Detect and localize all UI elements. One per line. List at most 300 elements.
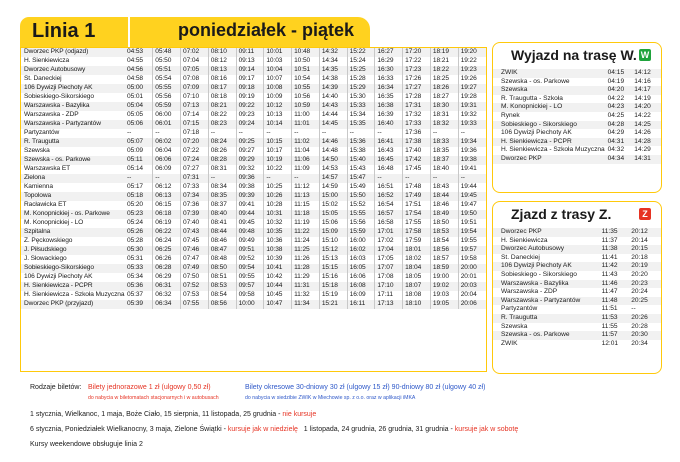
departure-time: 11:02: [292, 138, 320, 147]
departure-time: 11:55: [601, 322, 618, 330]
departure-time: 15:13: [319, 255, 347, 264]
stop-name: J. Piłsudskiego: [21, 246, 125, 255]
departure-time: 04:20: [608, 86, 635, 95]
stop-name: Warszawska - Partyzantów: [21, 120, 125, 129]
departure-time: 17:23: [403, 66, 431, 75]
departure-time: 18:44: [430, 192, 458, 201]
departure-time: 05:55: [153, 84, 181, 93]
table-row: [21, 174, 486, 183]
departure-time: 04:25: [607, 111, 625, 119]
departure-time: 19:58: [458, 255, 486, 264]
table-row: [21, 228, 486, 237]
departure-time: 18:01: [403, 246, 431, 255]
departure-time: 14:46: [319, 138, 347, 147]
departure-time: 07:50: [181, 273, 209, 282]
table-row: [21, 201, 486, 210]
departure-time: 05:05: [125, 111, 153, 120]
departure-time: 20:28: [631, 322, 648, 330]
departure-time: 10:28: [264, 201, 292, 210]
departure-time: 09:27: [236, 147, 264, 156]
departure-time: 18:30: [430, 102, 458, 111]
departure-time: 15:18: [319, 282, 347, 291]
departure-time: 19:57: [458, 246, 486, 255]
departure-time: --: [375, 129, 403, 138]
list-item: [493, 237, 661, 246]
holiday-note-1-text: 1 stycznia, Wielkanoc, 1 maja, Boże Ciało, 15 sierpnia, 11 listopada, 25 grudnia -: [30, 411, 283, 418]
list-item: [493, 69, 661, 78]
departure-time: 20:25: [631, 297, 661, 306]
table-row: [21, 165, 486, 174]
table-row: [21, 264, 486, 273]
departure-time: --: [125, 129, 153, 138]
departure-time: 16:03: [347, 255, 375, 264]
departure-time: 05:24: [125, 219, 153, 228]
departure-time: 11:38: [602, 245, 632, 254]
departure-time: 06:19: [153, 219, 181, 228]
table-row: [21, 129, 486, 138]
departure-time: 09:38: [236, 183, 264, 192]
departure-time: 19:38: [458, 156, 486, 165]
departure-time: 10:47: [264, 300, 292, 309]
departure-time: --: [347, 129, 375, 138]
departure-time: 19:05: [430, 300, 458, 309]
departure-time: 14:53: [319, 165, 347, 174]
departure-time: 08:47: [208, 246, 236, 255]
departure-time: 08:44: [208, 228, 236, 237]
list-item: [493, 86, 661, 95]
departure-time: 10:42: [264, 273, 292, 282]
departure-time: 09:19: [236, 93, 264, 102]
departure-time: 10:14: [264, 120, 292, 129]
stop-name: Szewska: [493, 86, 608, 95]
departure-time: 20:34: [631, 339, 648, 347]
departure-time: 06:25: [153, 246, 181, 255]
departure-time: 19:50: [458, 210, 486, 219]
stop-name: Sobieskiego-Sikorskiego: [21, 93, 125, 102]
departure-time: 17:49: [403, 192, 431, 201]
departure-time: 09:25: [236, 138, 264, 147]
table-row: [21, 255, 486, 264]
departure-time: 08:37: [208, 201, 236, 210]
departure-time: 20:04: [458, 291, 486, 300]
stop-name: Sobieskiego - Sikorskiego: [501, 270, 577, 278]
departure-time: 14:12: [634, 69, 661, 78]
departure-time: 17:13: [375, 300, 403, 309]
departure-time: 17:22: [403, 57, 431, 66]
list-item: [493, 297, 661, 306]
departure-time: 07:20: [181, 138, 209, 147]
departure-time: 11:46: [602, 280, 632, 289]
stop-name: M. Konopnickiej - os. Parkowe: [21, 210, 125, 219]
departure-time: 16:00: [347, 237, 375, 246]
departure-time: 17:02: [375, 237, 403, 246]
stop-name: Dworzec Autobusowy: [493, 245, 602, 254]
departure-time: 06:04: [153, 147, 181, 156]
departure-time: 04:56: [125, 66, 153, 75]
departure-time: 05:50: [153, 57, 181, 66]
departure-time: 06:18: [153, 210, 181, 219]
departure-time: 14:25: [634, 121, 661, 130]
departure-time: 07:47: [181, 255, 209, 264]
departure-time: 16:57: [375, 210, 403, 219]
departure-time: --: [292, 174, 320, 183]
departure-time: 11:57: [602, 331, 632, 340]
departure-time: 15:05: [319, 210, 347, 219]
departure-time: 16:51: [375, 183, 403, 192]
departure-time: 09:36: [236, 174, 264, 183]
departure-time: 10:07: [264, 75, 292, 84]
departure-time: --: [125, 174, 153, 183]
z-badge-icon: Z: [639, 208, 651, 220]
departure-time: 17:55: [403, 219, 431, 228]
departure-time: 11:00: [292, 111, 320, 120]
table-row: [21, 237, 486, 246]
holiday-note-2: [30, 426, 518, 433]
departure-time: 15:02: [319, 201, 347, 210]
departure-time: 06:26: [153, 255, 181, 264]
departure-time: 11:13: [292, 192, 320, 201]
departure-time: 20:23: [631, 280, 661, 289]
list-item: [493, 138, 661, 147]
departure-time: 09:24: [236, 120, 264, 129]
departure-time: --: [430, 129, 458, 138]
departure-time: 18:27: [430, 93, 458, 102]
inbound-panel: [492, 201, 662, 374]
departure-time: 06:13: [153, 192, 181, 201]
departure-time: 11:12: [292, 183, 320, 192]
list-item: [493, 288, 661, 297]
table-row: [21, 93, 486, 102]
departure-time: 07:45: [181, 237, 209, 246]
departure-time: 15:56: [347, 219, 375, 228]
departure-time: 11:53: [602, 314, 632, 323]
departure-time: 09:23: [236, 111, 264, 120]
departure-time: 17:28: [403, 93, 431, 102]
stop-name: Warszawska - ZDP: [501, 288, 558, 296]
departure-time: 17:11: [375, 291, 403, 300]
table-row: [21, 57, 486, 66]
table-row: [21, 183, 486, 192]
departure-time: 18:04: [403, 264, 431, 273]
outbound-title: [493, 43, 661, 67]
departure-time: 08:34: [208, 183, 236, 192]
stop-name: Kamienna: [21, 183, 125, 192]
departure-time: 20:00: [458, 264, 486, 273]
departure-time: 14:45: [319, 120, 347, 129]
stop-name: ZWIK: [501, 339, 518, 347]
departure-time: 15:43: [347, 165, 375, 174]
departure-time: 15:12: [319, 246, 347, 255]
departure-time: 16:39: [375, 111, 403, 120]
departure-time: 14:28: [634, 138, 661, 147]
departure-time: 06:29: [153, 273, 181, 282]
departure-time: 09:48: [236, 228, 264, 237]
departure-time: --: [264, 129, 292, 138]
departure-time: 11:28: [292, 264, 320, 273]
departure-time: 05:39: [125, 300, 153, 309]
table-row: [21, 300, 486, 309]
departure-time: 05:18: [125, 192, 153, 201]
departure-time: 15:49: [347, 183, 375, 192]
stop-name: Dworzec Autobusowy: [21, 66, 125, 75]
stop-name: Sobieskiego - Sikorskiego: [493, 121, 608, 130]
departure-time: 11:34: [292, 300, 320, 309]
departure-time: 18:25: [430, 75, 458, 84]
departure-time: 18:31: [430, 111, 458, 120]
departure-time: 07:10: [181, 93, 209, 102]
departure-time: 10:51: [292, 66, 320, 75]
departure-time: 10:32: [264, 219, 292, 228]
departure-time: 14:40: [319, 93, 347, 102]
departure-time: 09:22: [236, 102, 264, 111]
departure-time: 11:48: [602, 297, 632, 306]
departure-time: 10:56: [292, 93, 320, 102]
stop-name: Dworzec PKP: [493, 155, 608, 164]
list-item: [493, 112, 661, 121]
departure-time: 05:48: [153, 48, 181, 57]
stop-name: Partyzantów: [21, 129, 125, 138]
departure-time: 11:24: [292, 237, 320, 246]
departure-time: 17:45: [403, 165, 431, 174]
departure-time: 19:54: [458, 228, 486, 237]
stop-name: Warszawska - Bazylika: [493, 280, 602, 289]
departure-time: 16:45: [375, 156, 403, 165]
departure-time: 04:32: [607, 146, 625, 154]
departure-time: 18:08: [403, 291, 431, 300]
departure-time: 11:35: [602, 228, 632, 237]
departure-time: 15:22: [347, 48, 375, 57]
departure-time: 20:24: [631, 288, 648, 296]
stop-name: M. Konopnickiej - LO: [493, 103, 608, 112]
departure-time: 06:32: [153, 291, 181, 300]
departure-time: 18:56: [430, 246, 458, 255]
stop-name: Szewska - os. Parkowe: [501, 77, 570, 85]
list-item: [493, 121, 661, 130]
departure-time: 05:04: [125, 102, 153, 111]
holiday-note-2b-red: kursuje jak w sobotę: [454, 426, 519, 433]
departure-time: 09:13: [236, 57, 264, 66]
departure-time: 10:54: [292, 75, 320, 84]
departure-time: 08:51: [208, 273, 236, 282]
departure-time: 05:01: [125, 93, 153, 102]
departure-time: 10:41: [264, 264, 292, 273]
departure-time: 09:11: [236, 48, 264, 57]
departure-time: 14:17: [634, 86, 661, 95]
departure-time: 06:34: [153, 300, 181, 309]
departure-time: 20:12: [631, 228, 661, 237]
table-row: [21, 75, 486, 84]
departure-time: 17:38: [403, 138, 431, 147]
departure-time: 08:26: [208, 147, 236, 156]
departure-time: 11:01: [292, 120, 320, 129]
departure-time: 08:18: [208, 93, 236, 102]
departure-time: 05:31: [125, 255, 153, 264]
departure-time: 10:04: [264, 66, 292, 75]
departure-time: 16:48: [375, 165, 403, 174]
departure-time: 14:57: [319, 174, 347, 183]
departure-time: 19:23: [458, 66, 486, 75]
departure-time: 05:00: [125, 84, 153, 93]
departure-time: 05:30: [125, 246, 153, 255]
departure-time: 18:50: [430, 219, 458, 228]
departure-time: 19:32: [458, 111, 486, 120]
stop-name: Z. Pęckowskiego: [21, 237, 125, 246]
departure-time: 18:37: [430, 156, 458, 165]
departure-time: 17:40: [403, 147, 431, 156]
list-item: [493, 340, 661, 349]
departure-time: 17:26: [403, 75, 431, 84]
departure-time: 15:21: [319, 300, 347, 309]
departure-time: 09:49: [236, 237, 264, 246]
departure-time: 15:15: [319, 264, 347, 273]
departure-time: 17:51: [403, 201, 431, 210]
departure-time: 18:49: [430, 210, 458, 219]
departure-time: --: [458, 129, 486, 138]
period-ticket-info: [245, 383, 665, 403]
departure-time: 20:06: [458, 300, 486, 309]
departure-time: 17:10: [375, 282, 403, 291]
departure-time: 05:34: [125, 273, 153, 282]
departure-time: 14:16: [634, 77, 651, 85]
departure-time: 07:43: [181, 228, 209, 237]
departure-time: 16:38: [375, 102, 403, 111]
table-row: [21, 138, 486, 147]
departure-time: 16:30: [375, 66, 403, 75]
departure-time: 06:06: [153, 156, 181, 165]
departure-time: 16:05: [347, 264, 375, 273]
departure-time: 06:00: [153, 111, 181, 120]
departure-time: 09:54: [236, 264, 264, 273]
departure-time: 19:45: [458, 192, 486, 201]
departure-time: 09:14: [236, 66, 264, 75]
departure-time: 16:35: [375, 93, 403, 102]
departure-time: 16:29: [375, 57, 403, 66]
departure-time: 09:17: [236, 75, 264, 84]
table-row: [21, 210, 486, 219]
stop-name: Partyzantów: [501, 305, 538, 313]
holiday-note-1-red: nie kursuje: [282, 411, 317, 418]
departure-time: 05:17: [125, 183, 153, 192]
table-row: [21, 282, 486, 291]
departure-time: 11:26: [292, 255, 320, 264]
departure-time: 18:43: [430, 183, 458, 192]
departure-time: 15:47: [347, 174, 375, 183]
departure-time: 20:20: [631, 270, 648, 278]
departure-time: 06:15: [153, 201, 181, 210]
stop-name: H. Sienkiewicza - Szkoła Muzyczna: [21, 291, 125, 300]
table-row: [21, 120, 486, 129]
departure-time: 10:00: [236, 300, 264, 309]
outbound-table: [493, 69, 661, 164]
departure-time: 16:06: [347, 273, 375, 282]
departure-time: 18:33: [430, 138, 458, 147]
departure-time: 17:20: [403, 48, 431, 57]
departure-time: 16:33: [375, 75, 403, 84]
list-item: [493, 314, 661, 323]
departure-time: 08:17: [208, 84, 236, 93]
departure-time: 07:33: [181, 183, 209, 192]
departure-time: 10:31: [264, 210, 292, 219]
departure-time: 08:24: [208, 138, 236, 147]
departure-time: 05:09: [125, 147, 153, 156]
departure-time: 15:29: [347, 84, 375, 93]
departure-time: 10:13: [264, 111, 292, 120]
departure-time: 10:01: [264, 48, 292, 57]
departure-time: 19:03: [430, 291, 458, 300]
outbound-panel: [492, 42, 662, 193]
departure-time: 16:02: [347, 246, 375, 255]
departure-time: 18:02: [403, 255, 431, 264]
list-item: [493, 271, 661, 280]
departure-time: 18:19: [430, 48, 458, 57]
departure-time: 09:18: [236, 84, 264, 93]
departure-time: --: [403, 174, 431, 183]
departure-time: 17:27: [403, 84, 431, 93]
table-row: [21, 156, 486, 165]
list-item: [493, 155, 661, 164]
departure-time: --: [292, 129, 320, 138]
stop-name: Dworzec PKP (odjazd): [21, 48, 125, 57]
stop-name: Szewska - os. Parkowe: [21, 156, 125, 165]
departure-time: 10:35: [264, 228, 292, 237]
departure-time: 19:51: [458, 219, 486, 228]
departure-time: 08:40: [208, 210, 236, 219]
departure-time: 05:54: [153, 75, 181, 84]
departure-time: 06:24: [153, 237, 181, 246]
departure-time: 14:26: [634, 129, 651, 137]
departure-time: 19:26: [458, 75, 486, 84]
departure-time: 07:36: [181, 201, 209, 210]
departure-time: 14:48: [319, 147, 347, 156]
departure-time: 19:31: [458, 102, 486, 111]
departure-time: 10:36: [264, 237, 292, 246]
departure-time: 20:01: [458, 273, 486, 282]
departure-time: 04:34: [608, 155, 635, 164]
departure-time: 10:45: [264, 291, 292, 300]
departure-time: 17:08: [375, 273, 403, 282]
departure-time: 05:23: [125, 210, 153, 219]
w-badge-icon: W: [640, 50, 650, 60]
departure-time: 17:31: [403, 102, 431, 111]
departure-time: --: [264, 174, 292, 183]
departure-time: 10:39: [264, 255, 292, 264]
departure-time: 10:19: [264, 156, 292, 165]
stop-name: St. Daneckiej: [21, 75, 125, 84]
departure-time: 18:40: [430, 165, 458, 174]
departure-time: 18:32: [430, 120, 458, 129]
departure-time: 17:42: [403, 156, 431, 165]
main-timetable: [20, 47, 487, 372]
departure-time: 19:44: [458, 183, 486, 192]
stop-name: Szpitalna: [21, 228, 125, 237]
departure-time: 06:31: [153, 282, 181, 291]
departure-time: 14:29: [634, 146, 651, 154]
departure-time: 10:22: [264, 165, 292, 174]
stop-name: Szewska: [501, 322, 528, 330]
departure-time: 16:43: [375, 147, 403, 156]
stop-name: R. Traugutta - Szkoła: [501, 94, 563, 102]
departure-time: 08:46: [208, 237, 236, 246]
single-ticket-text: Bilety jednorazowe 1 zł (ulgowy 0,50 zł): [88, 384, 211, 391]
departure-time: 15:30: [347, 93, 375, 102]
departure-time: 05:26: [125, 228, 153, 237]
departure-time: 18:54: [430, 237, 458, 246]
departure-time: 16:40: [375, 120, 403, 129]
departure-time: 07:34: [181, 192, 209, 201]
departure-time: 15:19: [319, 291, 347, 300]
departure-time: 11:04: [292, 147, 320, 156]
departure-time: 04:53: [125, 48, 153, 57]
